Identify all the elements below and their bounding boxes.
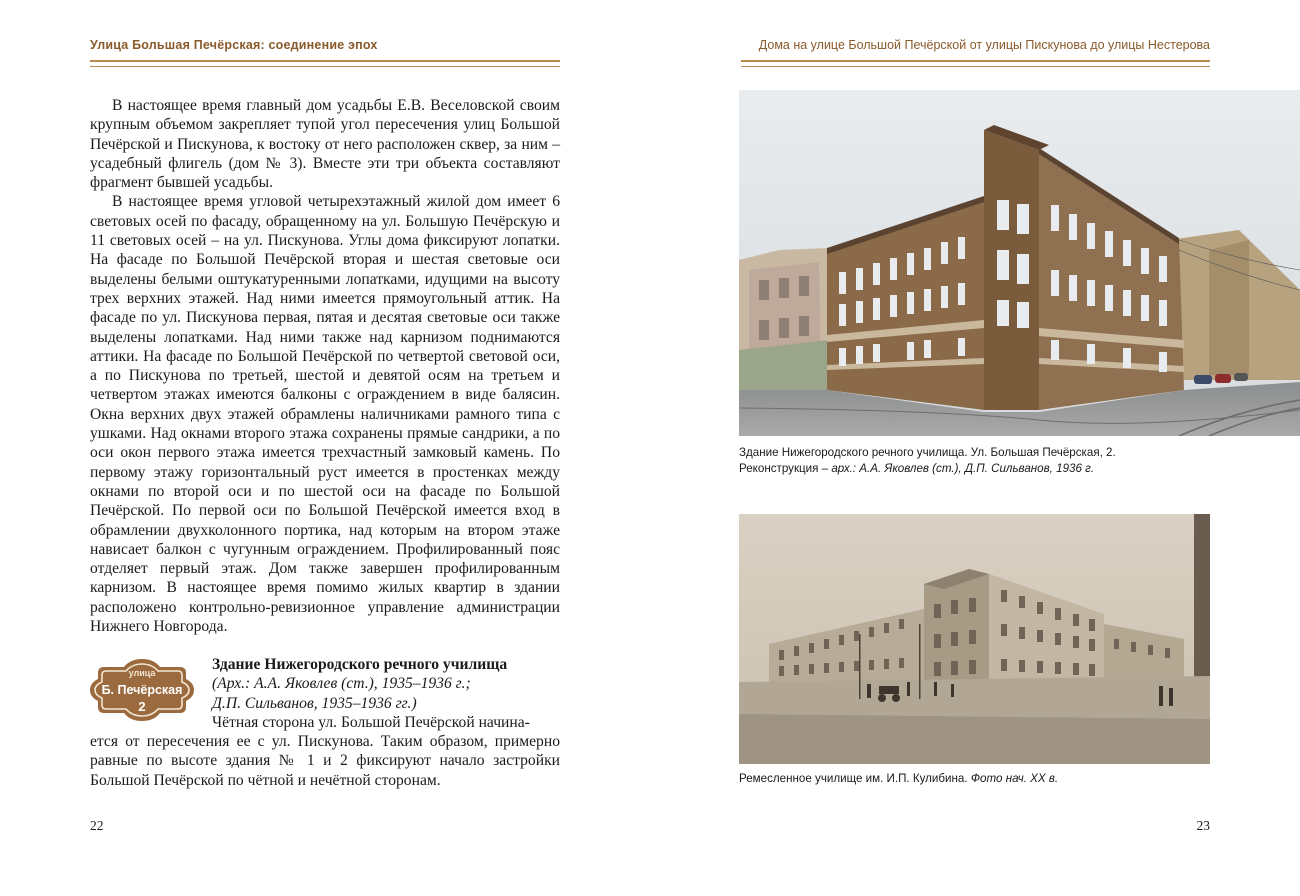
- section-text-first-line: Чётная сторона ул. Большой Печёрской начина-: [212, 713, 530, 731]
- right-page: [650, 0, 1300, 896]
- caption-photo-2: [739, 771, 1219, 787]
- page-number-left: 22: [90, 818, 104, 833]
- paragraph: В настоящее время угловой четырехэтажный жилой дом имеет 6 световых осей по фасаду, обращенному на ул. Большую Печёрскую и 11 световых осей – на ул. Пискунова. Углы дома фиксируют лопатки. На фасаде по Большой Печёрской вторая и шестая световые оси выделены белыми оштукатуренными лопатками, идущими на высоту трех верхних этажей. Над ними имеется прямоугольный аттик. На фасаде по ул. Пискунова первая, пятая и десятая световые оси также выделены лопатками. Над ними также над карнизом поднимаются аттики. На фасаде по Большой Печёрской по четвертой световой оси, а по Пискунова по третьей, шестой и девятой осям на третьем и четвертом этажах имеются балконы с ограждением в виде балясин. Окна верхних двух этажей обрамлены наличниками рамного типа с ушками. Над окнами второго этажа сохранены прямые сандрики, а по оси окон первого этажа имеется трехчастный замковый камень. По первому этажу горизонтальный руст имеется в простенках между окнами по второй оси и по шестой оси на фасаде по Большой Печёрской. По первой оси по Большой Печёрской имеется вход в обрамлении двухколонного портика, над которым на втором этаже нависает балкон с чугунным ограждением. Профилированный пояс отделяет первый этаж. Дом также завершен профилированным карнизом. В настоящее время помимо жилых квартир в здании расположено контрольно-ревизионное управление администрации Нижнего Новгорода.: [90, 193, 560, 636]
- caption-italic: Фото нач. ХХ в.: [970, 772, 1059, 785]
- street-sign-icon: [90, 659, 194, 721]
- photo-river-school-building: [739, 90, 1300, 436]
- section-heading: [212, 655, 560, 713]
- running-head-left: Улица Большая Печёрская: соединение эпох: [90, 38, 378, 52]
- section-architects: Д.П. Сильванов, 1935–1936 гг.): [212, 694, 417, 712]
- caption-text: Ремесленное училище им. И.П. Кулибина.: [739, 772, 971, 785]
- caption-line: Здание Нижегородского речного училища. Ул. Большая Печёрская, 2.: [739, 446, 1116, 459]
- section-architects: (Арх.: А.А. Яковлев (ст.), 1935–1936 г.;: [212, 675, 471, 693]
- section-river-school: [90, 655, 560, 790]
- caption-photo-1: [739, 445, 1219, 477]
- body-text: [90, 96, 560, 636]
- section-text: [90, 713, 560, 790]
- caption-line: [739, 461, 1219, 477]
- sign-number-text: 2: [138, 699, 146, 714]
- photo-kulibin-school-historic: [739, 514, 1210, 764]
- sign-street-text: Б. Печёрская: [101, 683, 183, 697]
- running-head-right: Дома на улице Большой Печёрской от улицы Пискунова до улицы Нестерова: [758, 38, 1210, 52]
- section-text-rest: ется от пересечения ее с ул. Пискунова. Таким образом, примерно равные по высоте здания № 1 и 2 фиксируют начало застройки Большой Печёрской по чётной и нечётной сторонам.: [90, 733, 560, 789]
- header-rule-right: [741, 60, 1210, 67]
- section-title: Здание Нижегородского речного училища: [212, 656, 508, 673]
- paragraph: В настоящее время главный дом усадьбы Е.В. Веселовской своим крупным объемом закрепляет тупой угол пересечения улиц Большой Печёрской и Пискунова, к востоку от него расположен сквер, за ним – усадебный флигель (дом № 3). Вместе эти три объекта составляют фрагмент бывшей усадьбы.: [90, 97, 560, 192]
- caption-text: Реконструкция –: [739, 462, 832, 475]
- sign-top-text: улица: [128, 668, 156, 678]
- page-number-right: 23: [1196, 818, 1210, 833]
- header-rule-left: [90, 60, 560, 67]
- caption-italic: арх.: А.А. Яковлев (ст.), Д.П. Сильванов, 1936 г.: [831, 462, 1095, 475]
